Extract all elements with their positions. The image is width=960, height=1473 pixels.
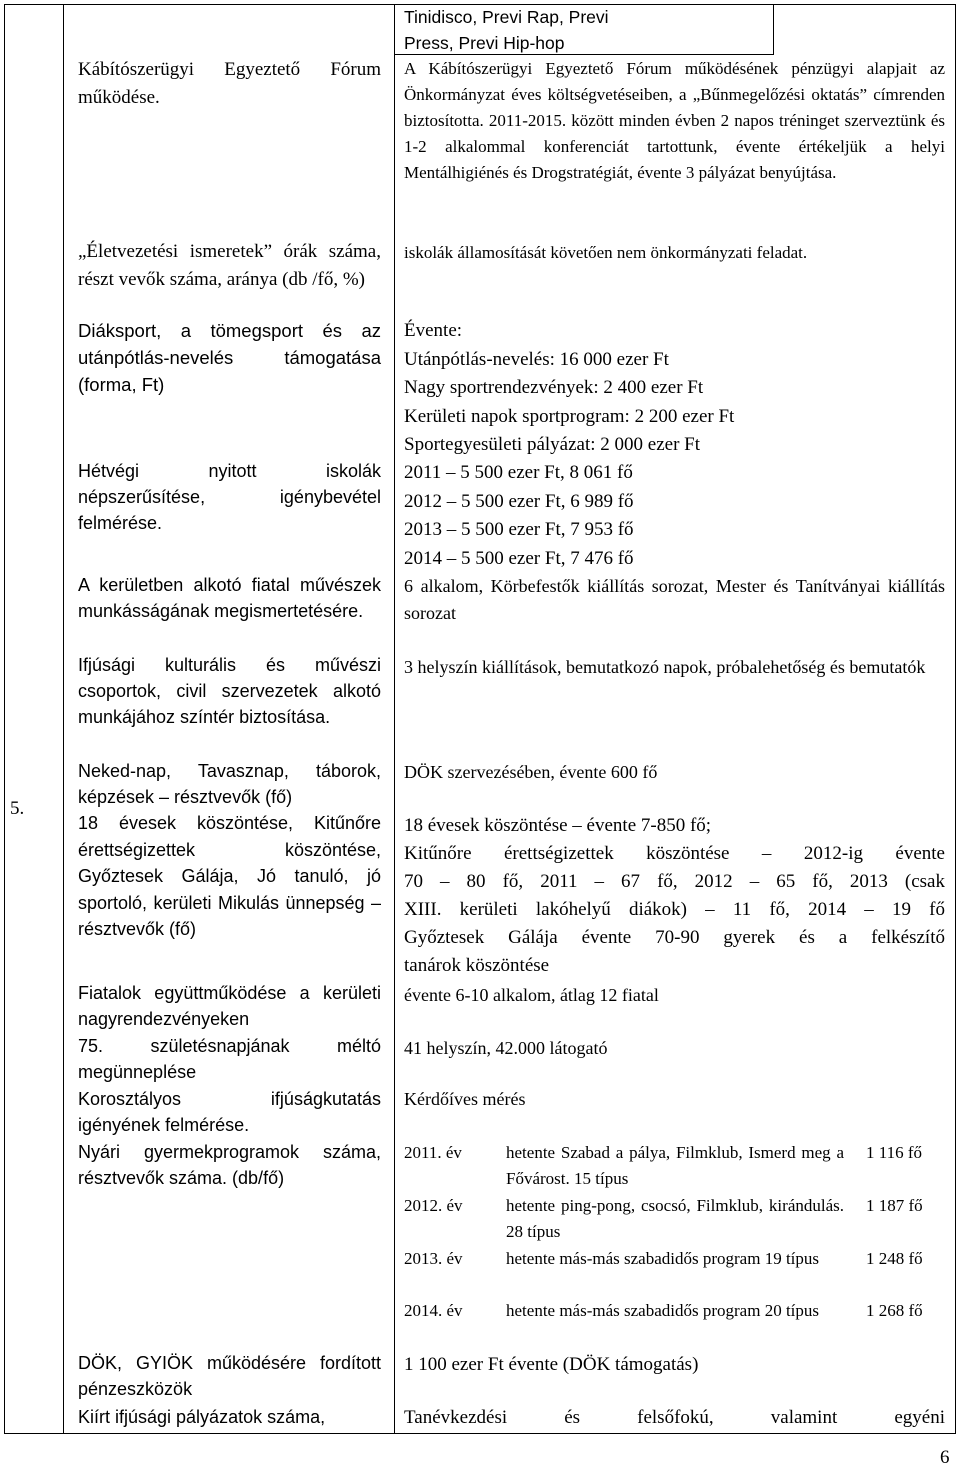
text-line: tanárok köszöntése (404, 955, 550, 976)
celebrations-cell (404, 812, 945, 980)
text-line: 2012 – 5 500 ezer Ft, 6 989 fő (404, 490, 634, 512)
text-line: 2013 – 5 500 ezer Ft, 7 953 fő (404, 519, 634, 540)
page-number: 6 (940, 1447, 950, 1468)
text-line: Évente: (404, 320, 463, 341)
text-line: Nagy sportrendezvények: 2 400 ezer Ft (404, 377, 704, 398)
column-divider (394, 4, 395, 1434)
left-cell: Fiatalok együttműködése a kerületi nagyrendezvényeken (78, 983, 381, 1029)
text-line: 70 – 80 fő, 2011 – 67 fő, 2012 – 65 fő, 2013 (csak (404, 871, 945, 892)
sport-support-cell (404, 317, 945, 460)
right-cell: 3 helyszín kiállítások, bemutatkozó napok, próbalehetőség és bemutatók (404, 657, 926, 677)
left-cell: Kiírt ifjúsági pályázatok száma, (78, 1407, 326, 1427)
right-cell: Tanévkezdési és felsőfokú, valamint egyéni (404, 1407, 945, 1428)
left-cell: „Életvezetési ismeretek” órák száma, részt vevők száma, aránya (db /fő, %) (78, 241, 381, 290)
right-cell: 41 helyszín, 42.000 látogató (404, 1038, 608, 1058)
text-line: Kerületi napok sportprogram: 2 200 ezer Ft (404, 405, 735, 427)
summer-description: hetente ping-pong, csocsó, Filmklub, kirándulás. 28 típus (506, 1196, 844, 1241)
right-cell: DÖK szervezésében, évente 600 fő (404, 762, 658, 782)
text-line: Utánpótlás-nevelés: 16 000 ezer Ft (404, 348, 669, 370)
text-line: 2011 – 5 500 ezer Ft, 8 061 fő (404, 462, 633, 483)
summer-count: 1 248 fő (866, 1249, 923, 1268)
left-cell: 75. születésnapjának méltó megünneplése (78, 1036, 381, 1082)
header-cell-divider (773, 4, 774, 54)
left-cell: DÖK, GYIÖK működésére fordított pénzeszközök (78, 1353, 381, 1399)
row-number: 5. (10, 798, 25, 819)
left-cell: Korosztályos ifjúságkutatás igényének felmérése. (78, 1089, 381, 1135)
row-number-column (4, 4, 64, 1434)
summer-count: 1 187 fő (866, 1196, 923, 1215)
left-cell: 18 évesek köszöntése, Kitűnőre érettségizettek köszöntése, Győztesek Gálája, Jó tanuló, jó sportoló, kerületi Mikulás ünnepség – résztvevők (fő) (78, 813, 381, 939)
text-line: 18 évesek köszöntése – évente 7-850 fő; (404, 815, 712, 836)
right-cell: 1 100 ezer Ft évente (DÖK támogatás) (404, 1354, 699, 1375)
summer-count: 1 116 fő (866, 1143, 923, 1162)
summer-count: 1 268 fő (866, 1301, 923, 1320)
left-cell: Kábítószerügyi Egyeztető Fórum működése. (78, 59, 381, 108)
summer-description: hetente Szabad a pálya, Filmklub, Ismerd meg a Fővárost. 15 típus (506, 1143, 844, 1188)
right-cell: A Kábítószerügyi Egyeztető Fórum működésének pénzügyi alapjait az Önkormányzat éves költségvetéseiben, a „Bűnmegelőzési oktatás” címrenden biztosította. 2011-2015. között minden évben 2 napos tréninget szerveztünk és 1-2 alkalommal konferenciát tartottunk, évente értékeljük a helyi Mentálhigiénés és Drogstratégiát, évente 3 pályázat benyújtása. (404, 59, 945, 182)
left-cell: Ifjúsági kulturális és művészi csoportok, civil szervezetek alkotó munkájához színtér biztosítása. (78, 655, 381, 727)
summer-year: 2014. év (404, 1301, 463, 1320)
right-cell: 6 alkalom, Körbefestők kiállítás sorozat, Mester és Tanítványai kiállítás sorozat (404, 576, 945, 623)
weekend-schools-cell (404, 459, 945, 573)
left-cell: Neked-nap, Tavasznap, táborok, képzések – résztvevők (fő) (78, 761, 381, 807)
right-cell: iskolák államosítását követően nem önkormányzati feladat. (404, 243, 808, 262)
text-line: Sportegyesületi pályázat: 2 000 ezer Ft (404, 434, 700, 455)
text-line: 2014 – 5 500 ezer Ft, 7 476 fő (404, 547, 634, 569)
right-cell: Kérdőíves mérés (404, 1089, 526, 1109)
summer-description: hetente más-más szabadidős program 19 típus (506, 1249, 820, 1268)
header-music-cell (404, 4, 764, 56)
left-cell: A kerületben alkotó fiatal művészek munkásságának megismertetésére. (78, 575, 381, 621)
text-line: XIII. kerületi lakóhelyű diákok) – 11 fő, 2014 – 19 fő (404, 899, 945, 920)
right-cell: évente 6-10 alkalom, átlag 12 fiatal (404, 985, 659, 1005)
summer-year: 2013. év (404, 1249, 463, 1268)
header-music-line: Press, Previ Hip-hop (404, 33, 565, 53)
summer-year: 2012. év (404, 1196, 463, 1215)
header-music-line: Tinidisco, Previ Rap, Previ (404, 7, 609, 27)
summer-description: hetente más-más szabadidős program 20 típus (506, 1301, 820, 1320)
text-line: Kitűnőre érettségizettek köszöntése – 2012-ig évente (404, 843, 945, 864)
summer-year: 2011. év (404, 1143, 462, 1162)
left-cell: Nyári gyermekprogramok száma, résztvevők száma. (db/fő) (78, 1142, 381, 1188)
left-cell: Hétvégi nyitott iskolák népszerűsítése, igénybevétel felmérése. (78, 461, 381, 533)
text-line: Győztesek Gálája évente 70-90 gyerek és a felkészítő (404, 927, 945, 948)
left-cell: Diáksport, a tömegsport és az utánpótlás-nevelés támogatása (forma, Ft) (78, 320, 381, 395)
